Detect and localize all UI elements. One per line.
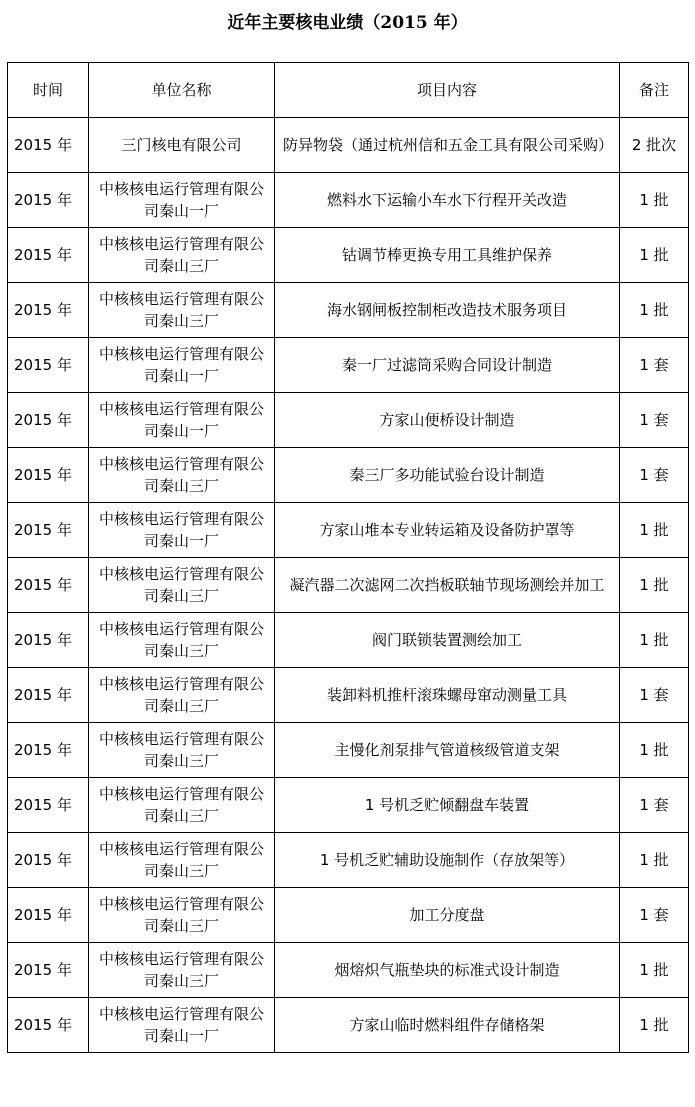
cell-remarks: 1 套: [620, 888, 689, 943]
cell-time: 2015 年: [8, 613, 89, 668]
cell-unit-name: 中核核电运行管理有限公司秦山三厂: [89, 558, 275, 613]
cell-project-content: 防异物袋（通过杭州信和五金工具有限公司采购）: [275, 118, 620, 173]
header-remarks: 备注: [620, 63, 689, 118]
cell-unit-name: 中核核电运行管理有限公司秦山三厂: [89, 778, 275, 833]
table-row: [8, 998, 689, 1053]
cell-time: 2015 年: [8, 943, 89, 998]
cell-time: 2015 年: [8, 778, 89, 833]
table-row: [8, 778, 689, 833]
cell-project-content: 1 号机乏贮辅助设施制作（存放架等）: [275, 833, 620, 888]
cell-unit-name: 三门核电有限公司: [89, 118, 275, 173]
cell-time: 2015 年: [8, 723, 89, 778]
cell-time: 2015 年: [8, 668, 89, 723]
cell-remarks: 1 批: [620, 998, 689, 1053]
cell-project-content: 方家山便桥设计制造: [275, 393, 620, 448]
cell-remarks: 1 批: [620, 228, 689, 283]
table-row: [8, 283, 689, 338]
table-row: [8, 833, 689, 888]
cell-unit-name: 中核核电运行管理有限公司秦山三厂: [89, 668, 275, 723]
cell-unit-name: 中核核电运行管理有限公司秦山一厂: [89, 998, 275, 1053]
cell-project-content: 燃料水下运输小车水下行程开关改造: [275, 173, 620, 228]
cell-time: 2015 年: [8, 283, 89, 338]
cell-project-content: 钴调节棒更换专用工具维护保养: [275, 228, 620, 283]
table-body: [8, 118, 689, 1053]
performance-table: [7, 62, 689, 1053]
table-row: [8, 668, 689, 723]
cell-project-content: 秦三厂多功能试验台设计制造: [275, 448, 620, 503]
table-row: [8, 723, 689, 778]
cell-unit-name: 中核核电运行管理有限公司秦山一厂: [89, 503, 275, 558]
cell-time: 2015 年: [8, 228, 89, 283]
cell-unit-name: 中核核电运行管理有限公司秦山三厂: [89, 613, 275, 668]
cell-unit-name: 中核核电运行管理有限公司秦山一厂: [89, 338, 275, 393]
table-row: [8, 228, 689, 283]
table-row: [8, 393, 689, 448]
table-row: [8, 613, 689, 668]
table-row: [8, 888, 689, 943]
cell-project-content: 海水钢闸板控制柜改造技术服务项目: [275, 283, 620, 338]
cell-remarks: 1 批: [620, 283, 689, 338]
table-row: [8, 503, 689, 558]
cell-unit-name: 中核核电运行管理有限公司秦山三厂: [89, 448, 275, 503]
cell-remarks: 1 套: [620, 338, 689, 393]
cell-remarks: 1 批: [620, 613, 689, 668]
cell-project-content: 主慢化剂泵排气管道核级管道支架: [275, 723, 620, 778]
table-row: [8, 118, 689, 173]
cell-remarks: 1 批: [620, 723, 689, 778]
table-row: [8, 173, 689, 228]
cell-project-content: 加工分度盘: [275, 888, 620, 943]
cell-project-content: 方家山堆本专业转运箱及设备防护罩等: [275, 503, 620, 558]
cell-remarks: 1 套: [620, 778, 689, 833]
cell-unit-name: 中核核电运行管理有限公司秦山三厂: [89, 833, 275, 888]
cell-project-content: 凝汽器二次滤网二次挡板联轴节现场测绘并加工: [275, 558, 620, 613]
table-row: [8, 338, 689, 393]
cell-time: 2015 年: [8, 338, 89, 393]
cell-time: 2015 年: [8, 888, 89, 943]
header-time: 时间: [8, 63, 89, 118]
cell-remarks: 1 批: [620, 173, 689, 228]
cell-project-content: 秦一厂过滤筒采购合同设计制造: [275, 338, 620, 393]
table-row: [8, 448, 689, 503]
cell-remarks: 1 套: [620, 448, 689, 503]
cell-project-content: 装卸料机推杆滚珠螺母窜动测量工具: [275, 668, 620, 723]
header-unit-name: 单位名称: [89, 63, 275, 118]
cell-time: 2015 年: [8, 173, 89, 228]
cell-time: 2015 年: [8, 393, 89, 448]
cell-unit-name: 中核核电运行管理有限公司秦山三厂: [89, 723, 275, 778]
cell-remarks: 1 套: [620, 393, 689, 448]
cell-time: 2015 年: [8, 118, 89, 173]
cell-remarks: 2 批次: [620, 118, 689, 173]
header-project-content: 项目内容: [275, 63, 620, 118]
cell-time: 2015 年: [8, 503, 89, 558]
cell-time: 2015 年: [8, 558, 89, 613]
cell-unit-name: 中核核电运行管理有限公司秦山三厂: [89, 283, 275, 338]
cell-unit-name: 中核核电运行管理有限公司秦山三厂: [89, 888, 275, 943]
cell-unit-name: 中核核电运行管理有限公司秦山三厂: [89, 943, 275, 998]
cell-unit-name: 中核核电运行管理有限公司秦山三厂: [89, 228, 275, 283]
cell-remarks: 1 批: [620, 503, 689, 558]
cell-unit-name: 中核核电运行管理有限公司秦山一厂: [89, 173, 275, 228]
cell-remarks: 1 批: [620, 558, 689, 613]
table-header-row: [8, 63, 689, 118]
cell-project-content: 烟熔炽气瓶垫块的标准式设计制造: [275, 943, 620, 998]
cell-time: 2015 年: [8, 448, 89, 503]
cell-remarks: 1 批: [620, 943, 689, 998]
cell-time: 2015 年: [8, 833, 89, 888]
cell-time: 2015 年: [8, 998, 89, 1053]
cell-unit-name: 中核核电运行管理有限公司秦山一厂: [89, 393, 275, 448]
document-title: 近年主要核电业绩（2015 年）: [227, 13, 468, 33]
table-row: [8, 943, 689, 998]
cell-remarks: 1 批: [620, 833, 689, 888]
cell-project-content: 1 号机乏贮倾翻盘车装置: [275, 778, 620, 833]
cell-project-content: 阀门联锁装置测绘加工: [275, 613, 620, 668]
cell-remarks: 1 套: [620, 668, 689, 723]
table-row: [8, 558, 689, 613]
cell-project-content: 方家山临时燃料组件存储格架: [275, 998, 620, 1053]
